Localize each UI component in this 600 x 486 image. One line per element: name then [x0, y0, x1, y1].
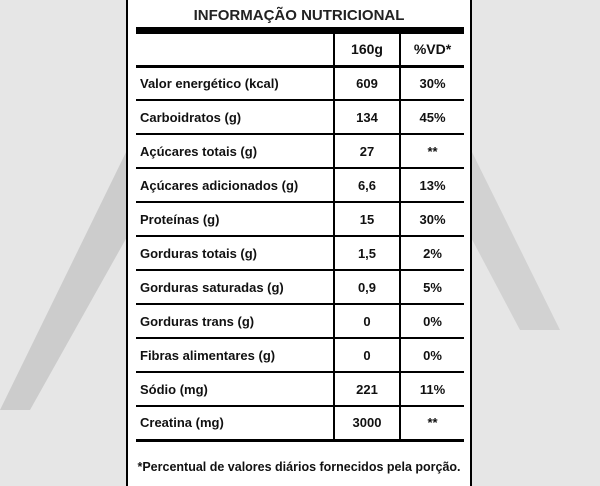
nutrient-daily-value: 30%: [400, 202, 464, 236]
nutrient-daily-value: 2%: [400, 236, 464, 270]
nutrient-name: Carboidratos (g): [136, 100, 334, 134]
nutrient-name: Açúcares totais (g): [136, 134, 334, 168]
nutrient-amount: 3000: [334, 406, 400, 440]
nutrient-name: Valor energético (kcal): [136, 66, 334, 100]
nutrient-daily-value: 30%: [400, 66, 464, 100]
table-row: [136, 270, 464, 304]
table-row: [136, 406, 464, 440]
watermark-left-stroke: [0, 140, 132, 410]
table-row: [136, 236, 464, 270]
nutrient-amount: 0,9: [334, 270, 400, 304]
table-row: [136, 100, 464, 134]
nutrient-name: Creatina (mg): [136, 406, 334, 440]
table-row: [136, 338, 464, 372]
nutrition-table: [136, 34, 464, 442]
header-daily-value: %VD*: [400, 34, 464, 66]
nutrient-amount: 1,5: [334, 236, 400, 270]
nutrient-name: Gorduras saturadas (g): [136, 270, 334, 304]
nutrient-daily-value: 0%: [400, 304, 464, 338]
nutrient-name: Fibras alimentares (g): [136, 338, 334, 372]
table-row: [136, 202, 464, 236]
nutrient-amount: 609: [334, 66, 400, 100]
table-row: [136, 304, 464, 338]
table-row: [136, 66, 464, 100]
footnote: *Percentual de valores diários fornecidos pela porção.: [137, 460, 461, 474]
nutrient-daily-value: **: [400, 134, 464, 168]
header-portion: 160g: [334, 34, 400, 66]
watermark-right-stroke: [466, 140, 560, 330]
nutrient-name: Sódio (mg): [136, 372, 334, 406]
nutrient-name: Gorduras totais (g): [136, 236, 334, 270]
nutrient-daily-value: **: [400, 406, 464, 440]
nutrient-daily-value: 11%: [400, 372, 464, 406]
title-divider: [136, 27, 464, 34]
nutrient-daily-value: 45%: [400, 100, 464, 134]
table-row: [136, 168, 464, 202]
header-nutrient: [136, 34, 334, 66]
nutrient-amount: 27: [334, 134, 400, 168]
nutrient-amount: 6,6: [334, 168, 400, 202]
nutrient-name: Açúcares adicionados (g): [136, 168, 334, 202]
nutrient-amount: 221: [334, 372, 400, 406]
nutrient-name: Proteínas (g): [136, 202, 334, 236]
nutrient-name: Gorduras trans (g): [136, 304, 334, 338]
nutrient-daily-value: 5%: [400, 270, 464, 304]
table-row: [136, 372, 464, 406]
nutrient-amount: 15: [334, 202, 400, 236]
nutrient-amount: 0: [334, 338, 400, 372]
nutrient-daily-value: 0%: [400, 338, 464, 372]
nutrient-amount: 134: [334, 100, 400, 134]
nutrient-daily-value: 13%: [400, 168, 464, 202]
table-row: [136, 134, 464, 168]
nutrition-label: [126, 0, 472, 486]
label-title: INFORMAÇÃO NUTRICIONAL: [193, 7, 405, 24]
table-header-row: [136, 34, 464, 66]
nutrient-amount: 0: [334, 304, 400, 338]
